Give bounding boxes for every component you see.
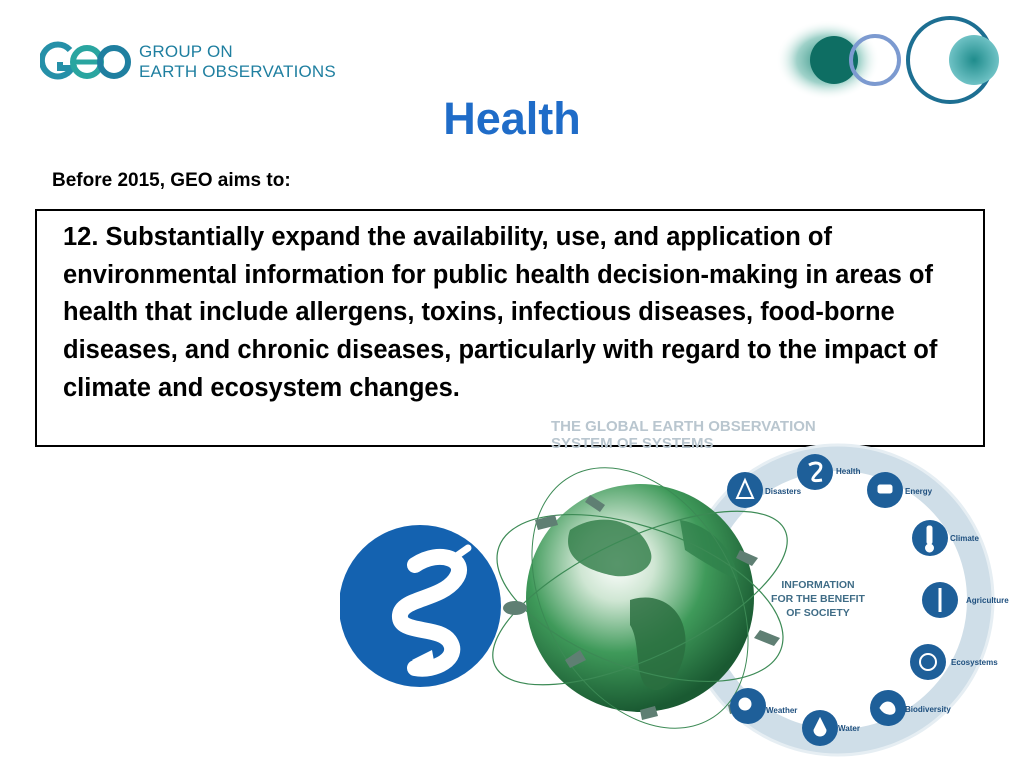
center-info-line-1: INFORMATION [781,579,855,591]
geo-logo[interactable] [40,40,336,84]
page-title: Health [443,93,581,144]
center-info-text [758,578,878,620]
sba-label-health: Health [836,467,861,476]
sba-label-agriculture: Agriculture [966,596,1009,605]
center-info-line-2: FOR THE BENEFIT [771,593,865,605]
sba-label-ecosystems: Ecosystems [951,658,998,667]
sba-label-water: Water [838,724,860,733]
goal-text: 12. Substantially expand the availability, use, and application of environmental information for public health decision-making in areas of health that include allergens, toxins, infectious diseases, food-borne diseases, and chronic diseases, particularly with regard to the impact of climate and ecosystem changes. [63,223,938,402]
geo-logo-mark-icon [40,40,132,84]
health-large-icon [340,525,501,687]
sba-label-weather: Weather [766,706,798,715]
sba-label-disasters: Disasters [765,487,802,496]
sba-label-biodiversity: Biodiversity [905,705,951,714]
sba-label-climate: Climate [950,534,979,543]
goal-intro: Before 2015, GEO aims to: [52,170,291,191]
logo-text-line-2: EARTH OBSERVATIONS [139,62,336,81]
geoss-title-line-1: THE GLOBAL EARTH OBSERVATION [551,418,816,435]
geoss-graphic [340,410,1024,768]
geoss-title-line-2: SYSTEM OF SYSTEMS [551,435,714,452]
logo-text-line-1: GROUP ON [139,42,233,61]
center-info-line-3: OF SOCIETY [786,607,850,619]
sba-label-energy: Energy [905,487,933,496]
geo-logo-text [139,42,336,82]
